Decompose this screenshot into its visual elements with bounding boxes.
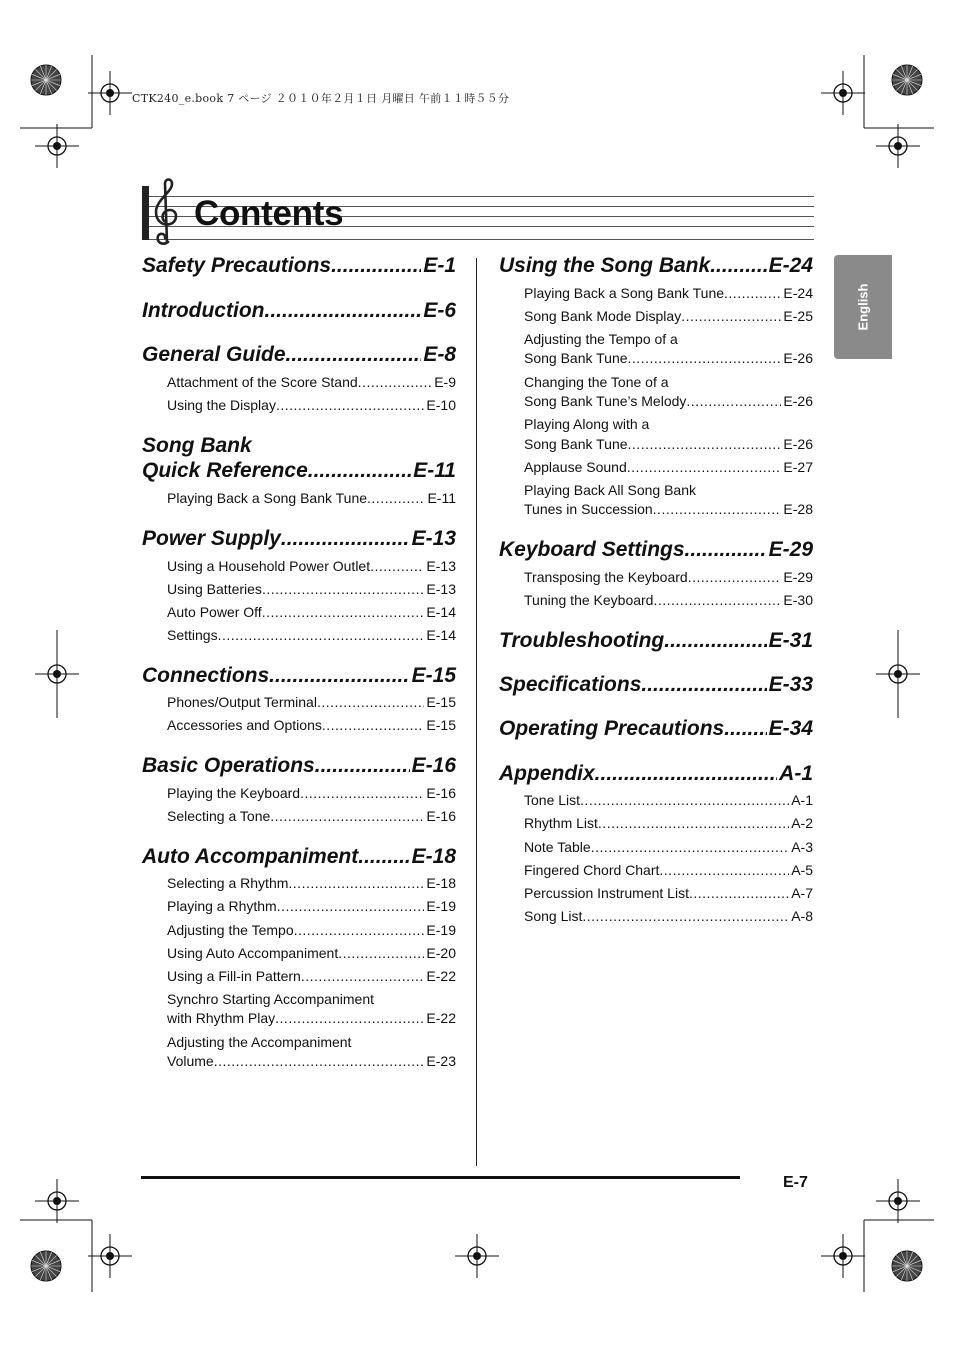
toc-item[interactable]: Using Auto Accompaniment ..... E-20: [167, 945, 456, 961]
toc-item[interactable]: Transposing the Keyboard ..... E-29: [524, 569, 813, 585]
toc-item[interactable]: Selecting a Tone ..... E-16: [167, 808, 456, 824]
toc-item[interactable]: Selecting a Rhythm ..... E-18: [167, 875, 456, 891]
toc-section-safety[interactable]: Safety Precautions ..... E-1: [142, 254, 456, 278]
language-tab: English: [834, 255, 892, 359]
toc-item[interactable]: Rhythm List ..... A-2: [524, 815, 813, 831]
toc-item[interactable]: Using the Display ..... E-10: [167, 397, 456, 413]
toc-item[interactable]: Percussion Instrument List ..... A-7: [524, 885, 813, 901]
toc-section-keyboard-settings[interactable]: Keyboard Settings ..... E-29: [499, 538, 813, 562]
toc-item[interactable]: Playing Back a Song Bank Tune ..... E-24: [524, 285, 813, 301]
toc-section-troubleshooting[interactable]: Troubleshooting ..... E-31: [499, 629, 813, 653]
toc-item[interactable]: Settings ..... E-14: [167, 627, 456, 643]
toc-item[interactable]: Auto Power Off ..... E-14: [167, 604, 456, 620]
treble-clef-icon: [148, 176, 184, 248]
toc-item[interactable]: Using a Fill-in Pattern ..... E-22: [167, 968, 456, 984]
toc-item[interactable]: Using a Household Power Outlet ..... E-13: [167, 558, 456, 574]
toc-item-line1[interactable]: Playing Back All Song Bank: [524, 482, 696, 498]
toc-section-using-song-bank[interactable]: Using the Song Bank ..... E-24: [499, 254, 813, 278]
toc-item[interactable]: Tone List ..... A-1: [524, 792, 813, 808]
toc-item[interactable]: Playing Back a Song Bank Tune ..... E-11: [167, 490, 456, 506]
print-header: CTK240_e.book 7 ページ ２０１０年２月１日 月曜日 午前１１時５５分: [132, 92, 510, 105]
toc-item[interactable]: Volume ..... E-23: [167, 1053, 456, 1069]
toc-section-general-guide[interactable]: General Guide ..... E-8: [142, 343, 456, 367]
toc-item-line1[interactable]: Playing Along with a: [524, 416, 650, 432]
toc-section-specifications[interactable]: Specifications ..... E-33: [499, 673, 813, 697]
toc-item[interactable]: Adjusting the Tempo ..... E-19: [167, 922, 456, 938]
toc-section-connections[interactable]: Connections ..... E-15: [142, 664, 456, 688]
toc-item-line1[interactable]: Synchro Starting Accompaniment: [167, 991, 374, 1007]
toc-item[interactable]: Song Bank Tune ..... E-26: [524, 350, 813, 366]
toc-section-introduction[interactable]: Introduction ..... E-6: [142, 299, 456, 323]
toc-item[interactable]: Tuning the Keyboard ..... E-30: [524, 592, 813, 608]
toc-item[interactable]: Note Table ..... A-3: [524, 839, 813, 855]
toc-item-line1[interactable]: Changing the Tone of a: [524, 374, 669, 390]
page-number: E-7: [783, 1174, 808, 1191]
toc-item[interactable]: Applause Sound ..... E-27: [524, 459, 813, 475]
footer-rule: [141, 1176, 740, 1179]
column-divider: [476, 258, 477, 1166]
toc-item[interactable]: Phones/Output Terminal ..... E-15: [167, 694, 456, 710]
toc-section-appendix[interactable]: Appendix ..... A-1: [499, 762, 813, 786]
toc-section-power-supply[interactable]: Power Supply ..... E-13: [142, 527, 456, 551]
toc-section-auto-accompaniment[interactable]: Auto Accompaniment ..... E-18: [142, 845, 456, 869]
toc-item[interactable]: with Rhythm Play ..... E-22: [167, 1010, 456, 1026]
toc-item[interactable]: Song Bank Mode Display ..... E-25: [524, 308, 813, 324]
toc-section-operating-precautions[interactable]: Operating Precautions ..... E-34: [499, 717, 813, 741]
toc-section-basic-operations[interactable]: Basic Operations ..... E-16: [142, 754, 456, 778]
page-title: Contents: [194, 194, 344, 233]
toc-section-quick-reference[interactable]: Quick Reference ..... E-11: [142, 459, 456, 483]
toc-section-song-bank-line1[interactable]: Song Bank: [142, 434, 252, 457]
toc-item[interactable]: Accessories and Options ..... E-15: [167, 717, 456, 733]
toc-item[interactable]: Song Bank Tune ..... E-26: [524, 436, 813, 452]
toc-item[interactable]: Fingered Chord Chart ..... A-5: [524, 862, 813, 878]
toc-item[interactable]: Playing a Rhythm ..... E-19: [167, 898, 456, 914]
toc-item-line1[interactable]: Adjusting the Tempo of a: [524, 331, 678, 347]
toc-item[interactable]: Tunes in Succession ..... E-28: [524, 501, 813, 517]
toc-item[interactable]: Song Bank Tune’s Melody ..... E-26: [524, 393, 813, 409]
toc-item[interactable]: Playing the Keyboard ..... E-16: [167, 785, 456, 801]
toc-item[interactable]: Using Batteries ..... E-13: [167, 581, 456, 597]
toc-item[interactable]: Song List ..... A-8: [524, 908, 813, 924]
toc-item-line1[interactable]: Adjusting the Accompaniment: [167, 1034, 352, 1050]
toc-item[interactable]: Attachment of the Score Stand ..... E-9: [167, 374, 456, 390]
